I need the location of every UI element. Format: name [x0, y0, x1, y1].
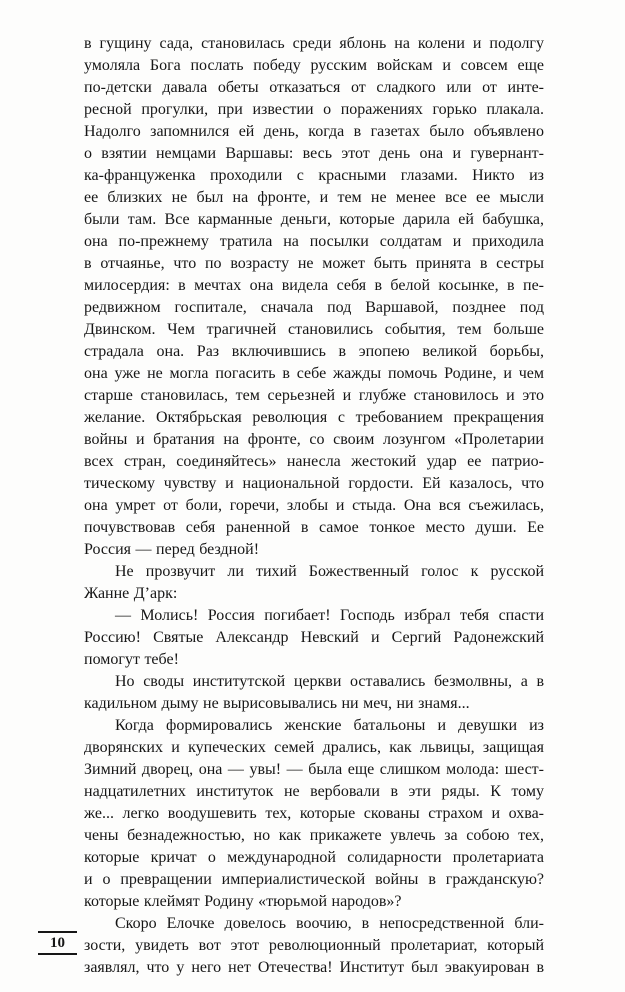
text-line: всех стран, соединяйтесь» нанесла жестокий удар ее патрио- [84, 453, 544, 470]
text-line: Не прозвучит ли тихий Божественный голос к русской [115, 563, 544, 580]
text-line: о взятии немцами Варшавы: весь этот день она и гувернант- [84, 145, 544, 162]
text-line: тическому чувству и национальной гордости. Ей казалось, что [84, 475, 544, 492]
text-line: Россия — перед бездной! [84, 541, 260, 558]
text-line: которые кричат о международной солидарности пролетариата [84, 849, 544, 866]
text-line: ее близких не был на фронте, и тем не менее все ее мысли [84, 189, 544, 206]
text-line: Когда формировались женские батальоны и девушки из [115, 717, 544, 734]
text-line: ресной прогулки, при известии о поражениях горько плакала. [84, 101, 544, 118]
text-line: чены безнадежностью, но как прикажете увлечь за собою тех, [84, 827, 544, 844]
text-line: милосердия: в мечтах она видела себя в белой косынке, в пе- [84, 277, 544, 294]
text-line: которые клеймят Родину «тюрьмой народов»? [84, 893, 402, 910]
text-line: Зимний дворец, она — увы! — была еще слишком молода: шест- [84, 761, 544, 778]
text-line: были там. Все карманные деньги, которые дарила ей бабушка, [84, 211, 544, 228]
text-line: старше становилась, тем серьезней и глубже становилось и это [84, 387, 544, 404]
text-line: Но своды институтской церкви оставались безмолвны, а в [115, 673, 544, 690]
text-line: заявлял, что у него нет Отечества! Институт был эвакуирован в [84, 959, 544, 976]
text-line: же... легко воодушевить тех, которые скованы страхом и охва- [84, 805, 544, 822]
text-line: почувствовав себя раненной в самое тонкое место души. Ее [84, 519, 544, 536]
text-line: по-детски давала обеты отказаться от сладкого или от инте- [84, 79, 544, 96]
text-line: — Молись! Россия погибает! Господь избрал тебя спасти [115, 607, 544, 624]
text-line: войны и братания на фронте, со своим лозунгом «Пролетарии [84, 431, 544, 448]
text-line: страдала она. Раз включившись в эпопею великой борьбы, [84, 343, 544, 360]
text-line: Жанне Д’арк: [84, 585, 178, 602]
text-line: кадильном дыму не вырисовывались ни меч, ни знамя... [84, 695, 470, 712]
text-line: Двинском. Чем трагичней становились события, тем больше [84, 321, 544, 338]
text-line: зости, увидеть вот этот революционный пролетариат, который [84, 937, 544, 954]
text-line: помогут тебе! [84, 651, 179, 668]
text-line: редвижном госпитале, сначала под Варшавой, позднее под [84, 299, 544, 316]
text-line: она уже не могла погасить в себе жажды помочь Родине, и чем [84, 365, 544, 382]
text-line: умоляла Бога послать победу русским войскам и совсем еще [84, 57, 544, 74]
text-line: Россию! Святые Александр Невский и Сергий Радонежский [84, 629, 544, 646]
text-line: она по-прежнему тратила на посылки солдатам и приходила [84, 233, 544, 250]
text-line: она умрет от боли, горечи, злобы и стыда. Она вся съежилась, [84, 497, 544, 514]
text-line: желание. Октябрьская революция с требованием прекращения [84, 409, 544, 426]
text-line: дворянских и купеческих семей дрались, как львицы, защищая [84, 739, 544, 756]
text-line: Надолго запомнился ей день, когда в газетах было объявлено [84, 123, 544, 140]
text-line: в отчаянье, что по возрасту не может быть принята в сестры [84, 255, 544, 272]
text-line: надцатилетних институток не вербовали в эти ряды. К тому [84, 783, 544, 800]
page-text [84, 33, 544, 979]
text-line: и о превращении империалистической войны в гражданскую? [84, 871, 544, 888]
text-line: Скоро Елочке довелось воочию, в непосредственной бли- [115, 915, 544, 932]
page-number: 10 [38, 931, 77, 955]
text-line: ка-француженка проходили с красными глазами. Никто из [84, 167, 544, 184]
text-line: в гущину сада, становилась среди яблонь на колени и подолгу [84, 35, 544, 52]
